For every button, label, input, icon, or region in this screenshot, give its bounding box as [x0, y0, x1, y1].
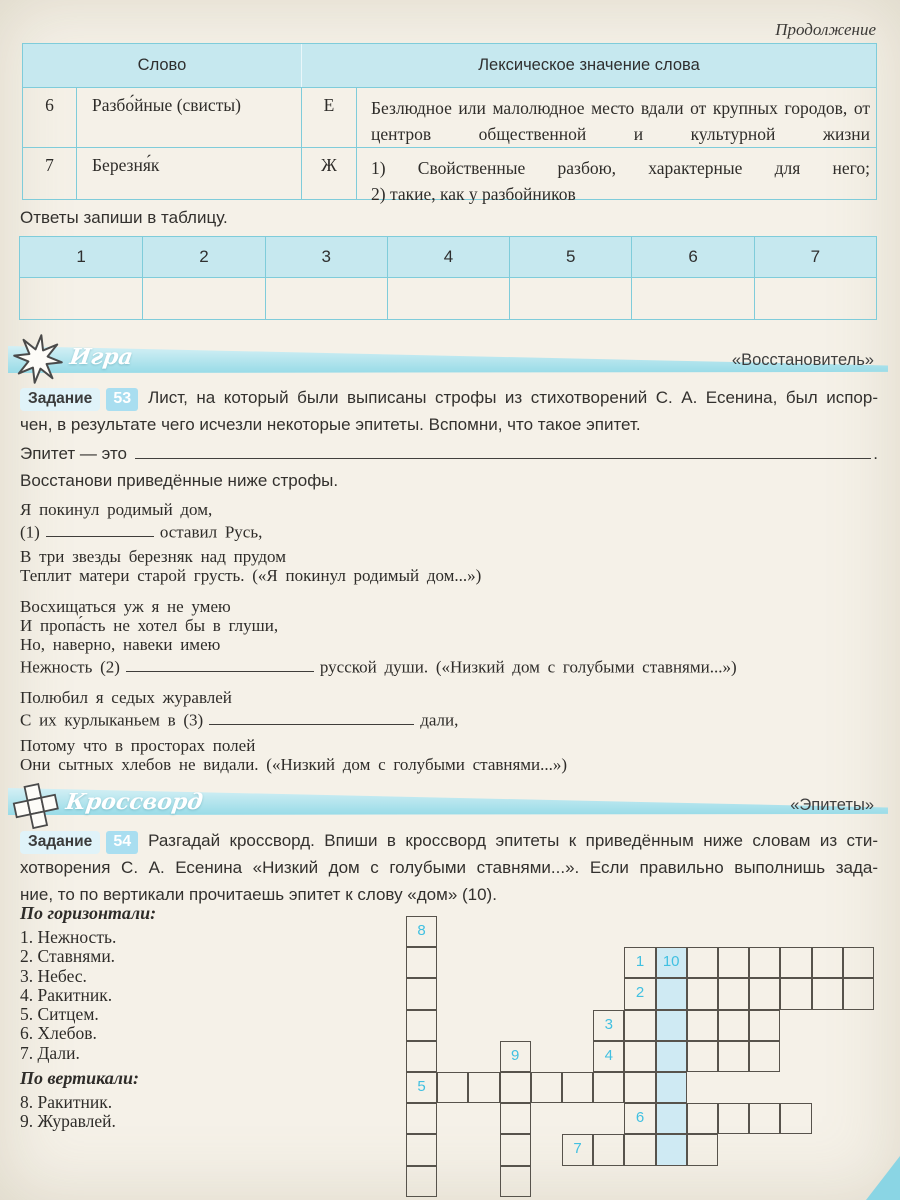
poem-text: Потому что в просторах полей — [20, 736, 256, 755]
poem-text: С их курлыканьем в (3) — [20, 710, 204, 730]
down-clues-title: По вертикали: — [20, 1068, 140, 1088]
crossword-cell[interactable] — [687, 1041, 718, 1072]
task-54-line1-wrap — [20, 827, 878, 854]
crossword-number: 5 — [417, 1078, 426, 1096]
restore-instruction: Восстанови приведённые ниже строфы. — [20, 471, 339, 490]
vocab-row6-num: 6 — [23, 87, 76, 147]
task-label: Задание — [20, 831, 100, 854]
crossword-cell[interactable] — [687, 1134, 718, 1165]
crossword-number: 8 — [417, 922, 426, 940]
poem-text: дали, — [420, 710, 459, 730]
crossword-cell[interactable] — [687, 1103, 718, 1134]
crossword-banner-title: Кроссворд — [64, 789, 205, 815]
crossword-cell[interactable] — [656, 1041, 687, 1072]
crossword-number: 4 — [604, 1046, 613, 1064]
vocab-header-meaning: Лексическое значение слова — [301, 44, 876, 87]
poem-blank-3[interactable] — [209, 710, 414, 725]
crossword-grid — [406, 916, 876, 1198]
crossword-cell[interactable] — [406, 947, 437, 978]
epithet-definition-row — [20, 444, 878, 464]
poem-line — [20, 500, 840, 519]
vocab-row6-meaning-text: Безлюдное или малолюдное место вдали от крупных городов, от центров общественной и культурной жизни — [371, 98, 870, 144]
crossword-cell[interactable] — [437, 1072, 468, 1103]
crossword-cell[interactable] — [500, 1134, 531, 1165]
task-number-badge: 53 — [106, 388, 138, 411]
task-number-badge: 54 — [106, 831, 138, 854]
crossword-cell[interactable] — [531, 1072, 562, 1103]
crossword-cell[interactable] — [406, 1166, 437, 1197]
crossword-cell[interactable] — [406, 1103, 437, 1134]
poem-line — [20, 635, 840, 654]
answers-table — [19, 236, 877, 320]
crossword-cell[interactable] — [687, 978, 718, 1009]
crossword-cell[interactable] — [624, 1010, 655, 1041]
vocab-table — [22, 43, 877, 204]
clue-item: 9. Журавлей. — [20, 1111, 116, 1132]
answer-cell[interactable] — [265, 278, 387, 319]
crossword-cell[interactable] — [718, 1103, 749, 1134]
clue-item: 5. Ситцем. — [20, 1004, 99, 1025]
answers-instruction: Ответы запиши в таблицу. — [20, 208, 228, 227]
answer-col-header: 7 — [754, 237, 876, 278]
crossword-cell[interactable] — [500, 1166, 531, 1197]
task-label: Задание — [20, 388, 100, 411]
crossword-cell[interactable] — [406, 1041, 437, 1072]
across-clues-title: По горизонтали: — [20, 903, 157, 923]
answer-col-header: 1 — [20, 237, 142, 278]
poem-line — [20, 547, 840, 566]
crossword-cell[interactable] — [780, 1103, 811, 1134]
crossword-cell[interactable] — [718, 1010, 749, 1041]
poem-text: Нежность (2) — [20, 657, 120, 677]
vocab-header-word: Слово — [23, 44, 301, 87]
poem-line — [20, 755, 840, 774]
crossword-cell[interactable] — [656, 1103, 687, 1134]
game-banner-tag: «Восстановитель» — [731, 351, 874, 369]
answer-col-header: 2 — [142, 237, 264, 278]
crossword-number: 1 — [635, 953, 645, 971]
crossword-cell[interactable] — [812, 978, 843, 1009]
poem-text: И пропа́сть не хотел бы в глуши, — [20, 616, 279, 635]
poem-text: русской души. («Низкий дом с голубыми ставнями...») — [319, 657, 737, 677]
crossword-cell[interactable] — [718, 978, 749, 1009]
answer-col-header: 5 — [509, 237, 631, 278]
task-53-line1-wrap — [20, 384, 878, 411]
task-53-line1: Лист, на который были выписаны строфы из стихотворений С. А. Есенина, был испор- — [148, 388, 878, 407]
crossword-cell[interactable] — [624, 1072, 655, 1103]
vocab-row6-letter: Е — [301, 87, 356, 147]
crossword-cell[interactable] — [593, 1072, 624, 1103]
vocab-row7-meaning-line1: 1) Свойственные разбою, характерные для него; — [371, 158, 870, 178]
crossword-cell[interactable] — [749, 1103, 780, 1134]
continuation-note: Продолжение — [775, 20, 876, 39]
poem-blank-2[interactable] — [126, 657, 314, 672]
vocab-row7-meaning — [356, 147, 876, 204]
crossword-icon — [10, 780, 62, 834]
vocab-row6-word: Разбо́йные (свисты) — [76, 87, 301, 147]
answer-col-header: 3 — [265, 237, 387, 278]
crossword-cell[interactable] — [749, 947, 780, 978]
vocab-row7-letter: Ж — [301, 147, 356, 199]
answer-cell[interactable] — [20, 278, 142, 319]
task-54 — [20, 827, 878, 908]
poem-line — [20, 688, 840, 707]
crossword-cell[interactable] — [843, 947, 874, 978]
crossword-cell[interactable] — [624, 1134, 655, 1165]
crossword-number: 10 — [662, 953, 680, 971]
poem-text: Теплит матери старой грусть. («Я покинул родимый дом...») — [20, 566, 482, 585]
task-53-line2: чен, в результате чего исчезли некоторые эпитеты. Вспомни, что такое эпитет. — [20, 415, 641, 434]
clue-item: 6. Хлебов. — [20, 1023, 97, 1044]
crossword-number: 2 — [635, 984, 645, 1002]
crossword-number: 7 — [573, 1140, 582, 1158]
task-54-line3: ние, то по вертикали прочитаешь эпитет к слову «дом» (10). — [20, 885, 497, 904]
poem-block — [20, 500, 840, 774]
vocab-row7-meaning-line2: 2) такие, как у разбойников — [371, 184, 576, 204]
crossword-cell[interactable] — [406, 1134, 437, 1165]
clue-item: 2. Ставнями. — [20, 946, 116, 967]
crossword-cell[interactable] — [656, 1072, 687, 1103]
crossword-cell[interactable] — [812, 947, 843, 978]
poem-line — [20, 522, 840, 541]
poem-line — [20, 616, 840, 635]
poem-line — [20, 566, 840, 585]
poem-line — [20, 736, 840, 755]
epithet-period: . — [873, 444, 878, 463]
crossword-cell[interactable] — [749, 1041, 780, 1072]
crossword-cell[interactable] — [500, 1072, 531, 1103]
vocab-row7-num: 7 — [23, 147, 76, 199]
clue-item: 3. Небес. — [20, 965, 87, 986]
answer-cell[interactable] — [387, 278, 509, 319]
poem-text: оставил Русь, — [159, 522, 263, 542]
down-clues-list — [20, 1093, 116, 1132]
vocab-row7-word: Березня́к — [76, 147, 301, 199]
crossword-cell[interactable] — [780, 947, 811, 978]
crossword-number: 3 — [604, 1015, 613, 1033]
star-icon — [12, 333, 64, 385]
epithet-answer-blank[interactable] — [135, 444, 871, 459]
poem-text: Полюбил я седых журавлей — [20, 688, 232, 707]
poem-line — [20, 657, 840, 676]
crossword-cell[interactable] — [500, 1103, 531, 1134]
answer-cell[interactable] — [142, 278, 264, 319]
epithet-label: Эпитет — это — [20, 444, 127, 463]
crossword-cell[interactable] — [687, 1010, 718, 1041]
crossword-cell[interactable] — [406, 1010, 437, 1041]
poem-text: Но, наверно, навеки имею — [20, 635, 221, 654]
clue-item: 1. Нежность. — [20, 927, 117, 947]
answer-cell[interactable] — [754, 278, 876, 319]
poem-text: Я покинул родимый дом, — [20, 500, 213, 519]
clue-item: 4. Ракитник. — [20, 984, 113, 1005]
answer-cell[interactable] — [631, 278, 753, 319]
crossword-cell[interactable] — [656, 1010, 687, 1041]
crossword-cell[interactable] — [718, 1041, 749, 1072]
answer-col-header: 6 — [631, 237, 753, 278]
crossword-cell[interactable] — [749, 978, 780, 1009]
task-54-line1: Разгадай кроссворд. Впиши в кроссворд эпитеты к приведённым ниже словам из сти- — [148, 831, 878, 850]
answer-col-header: 4 — [387, 237, 509, 278]
crossword-number: 6 — [635, 1109, 645, 1127]
answer-cell[interactable] — [509, 278, 631, 319]
game-banner-title: Игра — [68, 344, 135, 370]
crossword-cell[interactable] — [656, 978, 687, 1009]
poem-text: Они сытных хлебов не видали. («Низкий дом с голубыми ставнями...») — [20, 755, 568, 774]
crossword-cell[interactable] — [624, 1041, 655, 1072]
task-53 — [20, 384, 878, 438]
task-54-line2: хотворения С. А. Есенина «Низкий дом с голубыми ставнями...». Если правильно выполнишь зада- — [20, 858, 878, 877]
crossword-cell[interactable] — [749, 1010, 780, 1041]
crossword-cell[interactable] — [780, 978, 811, 1009]
crossword-banner-tag: «Эпитеты» — [790, 796, 874, 814]
crossword-cell[interactable] — [843, 978, 874, 1009]
crossword-number: 9 — [511, 1046, 520, 1064]
across-clues-list — [20, 928, 116, 1063]
poem-text: (1) — [20, 522, 40, 542]
vocab-row6-meaning — [356, 87, 876, 147]
crossword-cell[interactable] — [656, 1134, 687, 1165]
clue-item: 7. Дали. — [20, 1042, 80, 1063]
crossword-cell[interactable] — [406, 978, 437, 1009]
clue-item: 8. Ракитник. — [20, 1092, 113, 1112]
crossword-cell[interactable] — [468, 1072, 499, 1103]
crossword-cell[interactable] — [593, 1134, 624, 1165]
crossword-cell[interactable] — [562, 1072, 593, 1103]
poem-text: Восхищаться уж я не умею — [20, 597, 231, 616]
crossword-cell[interactable] — [718, 947, 749, 978]
poem-line — [20, 597, 840, 616]
poem-line — [20, 710, 840, 729]
poem-blank-1[interactable] — [46, 522, 154, 537]
crossword-cell[interactable] — [687, 947, 718, 978]
poem-text: В три звезды березняк над прудом — [20, 547, 286, 566]
